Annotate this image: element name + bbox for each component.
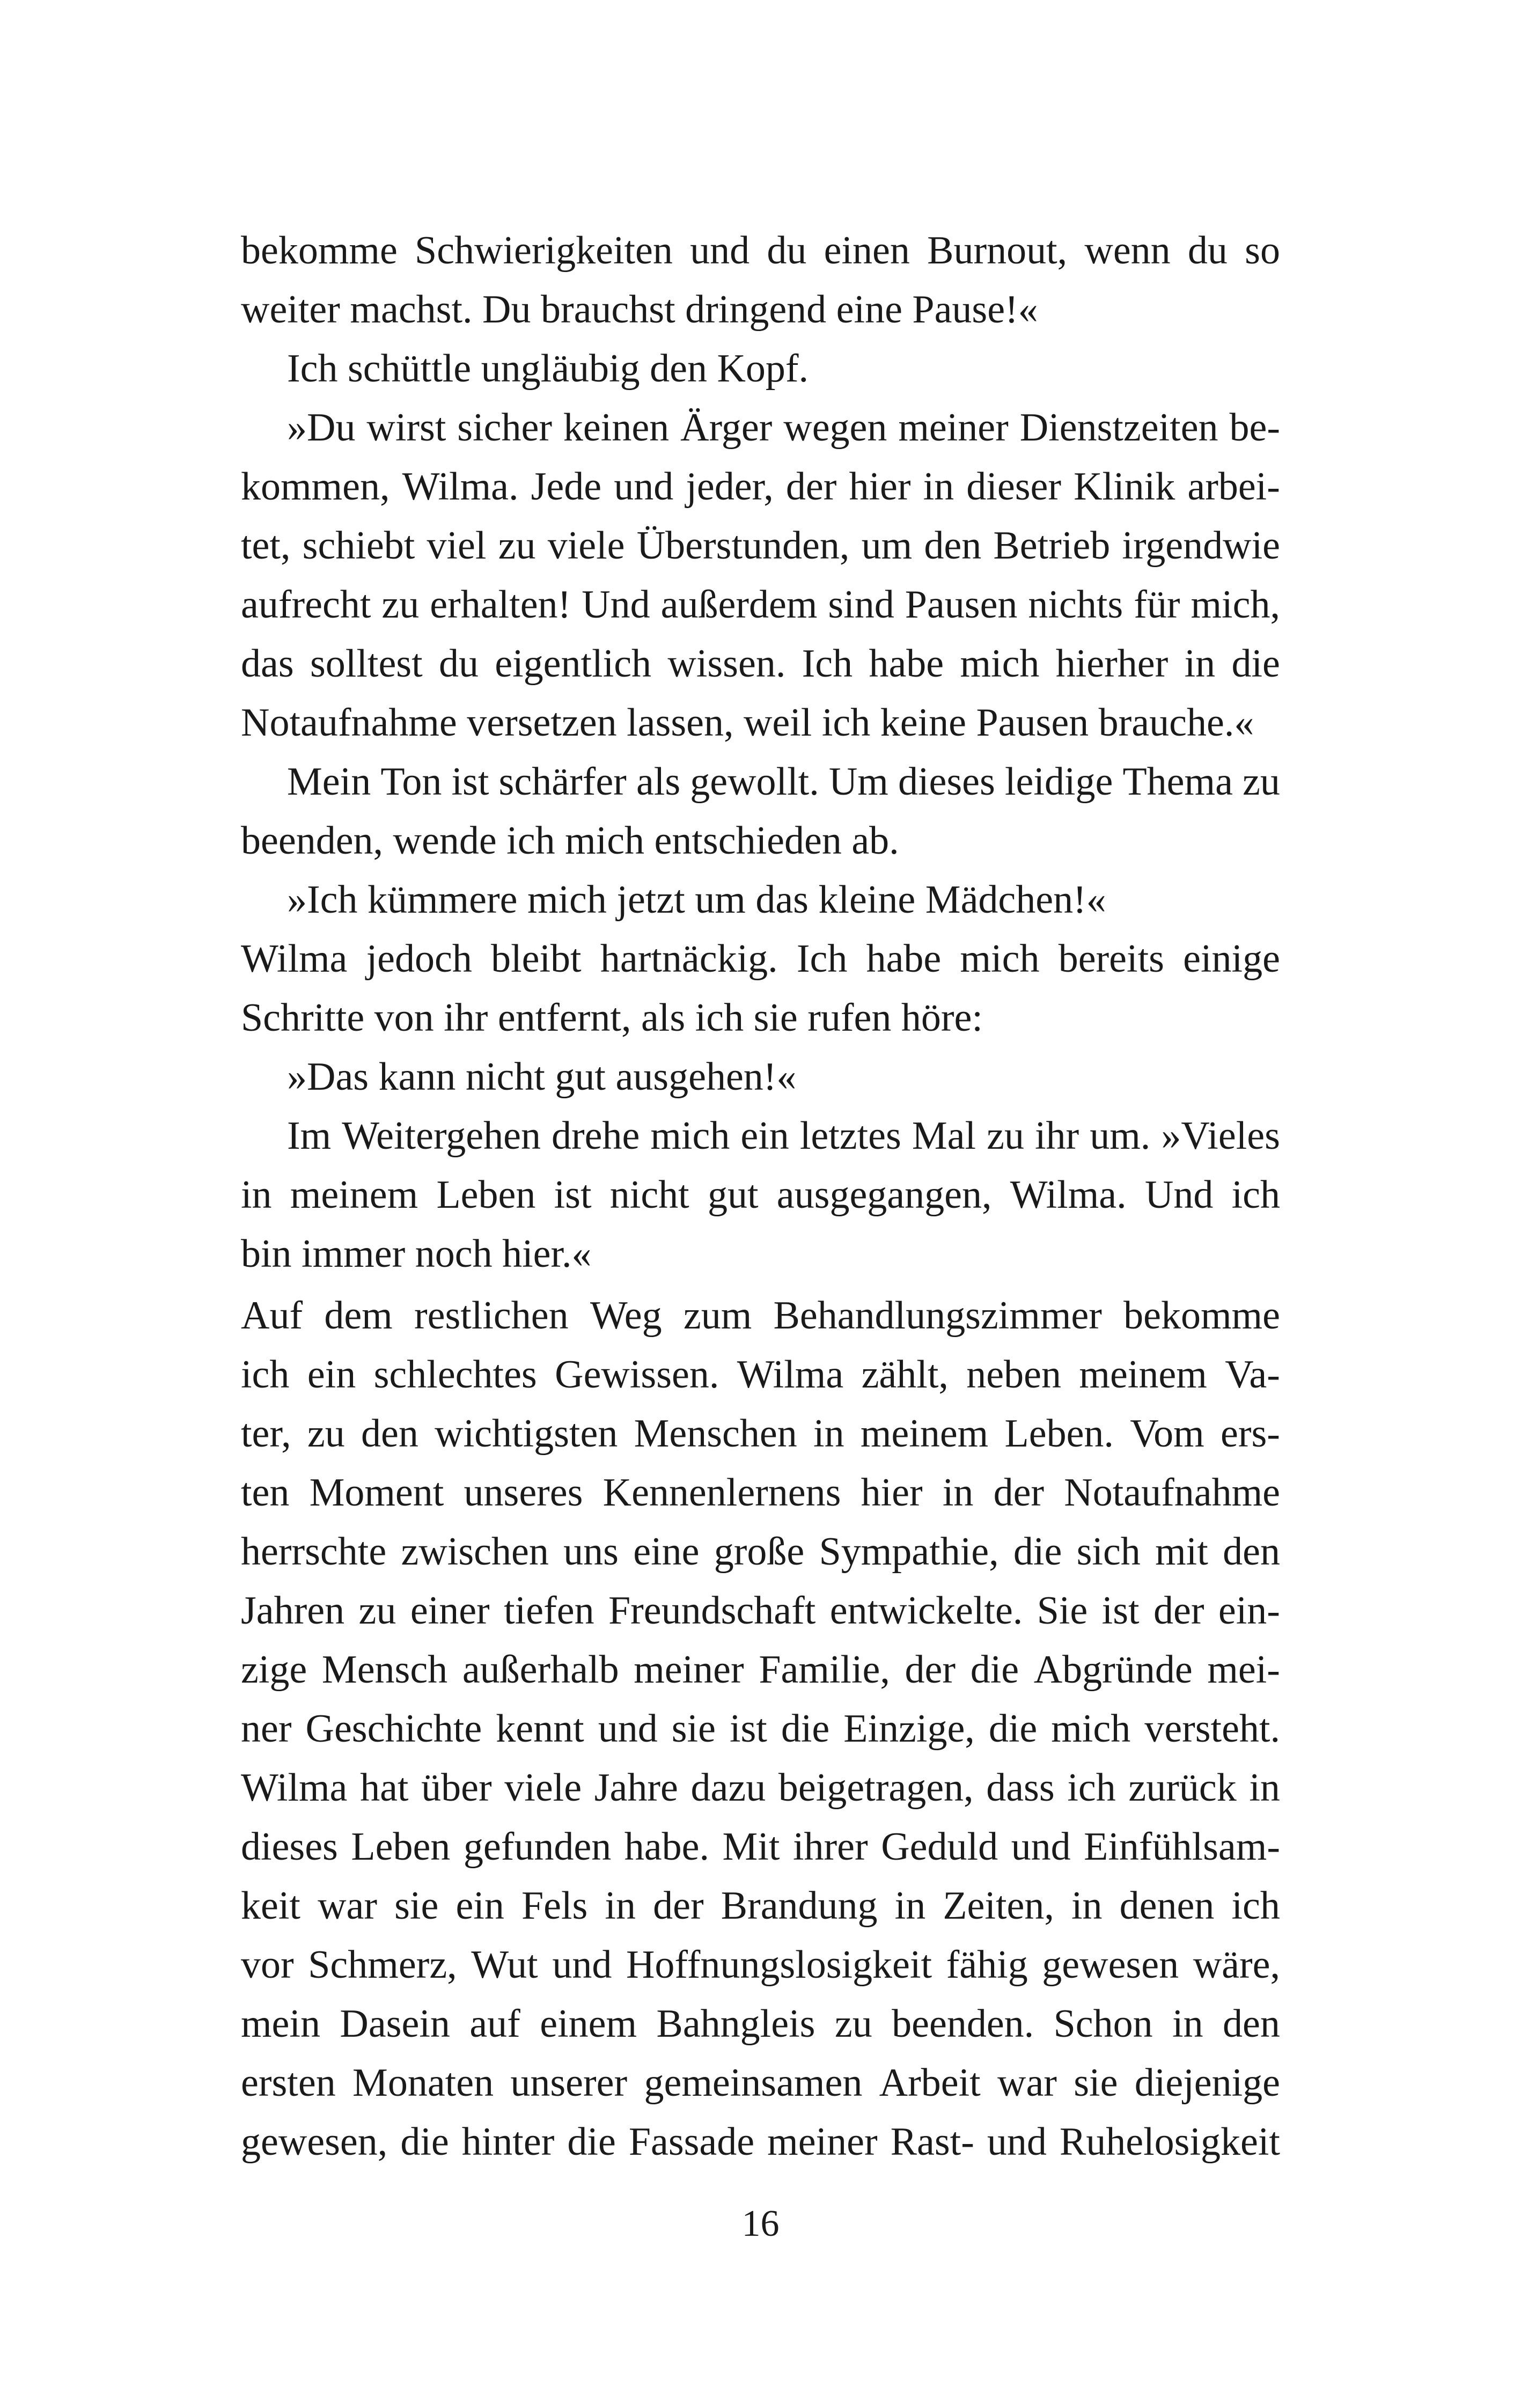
word: meinem [860, 1412, 989, 1456]
word: Jede [531, 465, 602, 509]
word: gemeinsamen [644, 2061, 863, 2105]
word: um [861, 524, 913, 568]
word: Mit [722, 1825, 780, 1869]
text-line: Notaufnahme versetzen lassen, weil ich keine Pausen brauche.« [241, 701, 1254, 745]
text-line [241, 634, 1280, 693]
word: über [421, 1766, 492, 1810]
word: Wilma [737, 1353, 844, 1397]
word: hinter [461, 2120, 555, 2164]
text-line [241, 1758, 1280, 1817]
word: denen [1119, 1884, 1215, 1928]
text-line [241, 752, 1280, 811]
word: Jahre [594, 1766, 678, 1810]
word: die [1013, 1530, 1062, 1574]
text-line [241, 516, 1280, 575]
word: beenden. [892, 2002, 1034, 2046]
word: gewesen [1042, 1943, 1179, 1987]
word: mich [650, 1114, 730, 1158]
word: einen [824, 229, 910, 273]
word: drehe [552, 1114, 640, 1158]
word: habe [866, 937, 942, 981]
word: wenn [1084, 229, 1171, 273]
word: ich [1231, 1884, 1280, 1928]
text-line: »Das kann nicht gut ausgehen!« [287, 1055, 797, 1099]
word: Betrieb [993, 524, 1111, 568]
word: keit [241, 1884, 300, 1928]
word: ich [1067, 1766, 1116, 1810]
word: Sie [1037, 1589, 1088, 1633]
word: hartnäckig. [600, 937, 778, 981]
word: wäre, [1193, 1943, 1280, 1987]
word: schiebt [302, 524, 415, 568]
word: herrschte [241, 1530, 387, 1574]
word: Weitergehen [342, 1114, 541, 1158]
word: als [636, 760, 681, 804]
word: Ton [380, 760, 442, 804]
word: ter, [241, 1412, 291, 1456]
word: sich [1076, 1530, 1141, 1574]
word: sind [828, 583, 894, 627]
word: zu [381, 583, 420, 627]
word: die [400, 2120, 449, 2164]
word: mich [960, 937, 1040, 981]
word: große [714, 1530, 805, 1574]
word: Zeiten, [943, 1884, 1054, 1928]
word: und [614, 465, 674, 509]
word: einem [540, 2002, 637, 2046]
word: Abgründe [1033, 1648, 1193, 1692]
word: sie [671, 1707, 716, 1751]
word: mit [1155, 1530, 1208, 1574]
word: das [241, 642, 294, 686]
word: viel [427, 524, 487, 568]
word: mei- [1207, 1648, 1280, 1692]
word: Um [828, 760, 888, 804]
word: bereits [1058, 937, 1164, 981]
word: der [1153, 1589, 1204, 1633]
text-line [241, 1463, 1280, 1522]
word: uns [563, 1530, 619, 1574]
word: hier [861, 1471, 923, 1515]
word: du [767, 229, 807, 273]
word: meinem [290, 1173, 418, 1217]
word: Auf [241, 1294, 303, 1338]
word: Schwierigkeiten [415, 229, 673, 273]
word: sie [394, 1884, 439, 1928]
word: Ärger [680, 406, 773, 450]
word: einer [410, 1589, 490, 1633]
word: Und [582, 583, 650, 627]
word: irgendwie [1122, 524, 1280, 568]
text-line [241, 1876, 1280, 1935]
word: war [997, 2061, 1057, 2105]
word: tet, [241, 524, 291, 568]
word: ihrer [792, 1825, 868, 1869]
word: in [1249, 1766, 1280, 1810]
word: die [970, 1648, 1019, 1692]
text-line [241, 1106, 1280, 1165]
word: in [942, 1471, 974, 1515]
word: ist [1101, 1589, 1140, 1633]
word: zwischen [401, 1530, 549, 1574]
text-line [241, 457, 1280, 516]
word: Fassade [628, 2120, 755, 2164]
text-line [241, 1640, 1280, 1699]
word: Rast- [890, 2120, 974, 2164]
word: meiner [767, 2120, 878, 2164]
word: viele [547, 524, 625, 568]
text-line: weiter machst. Du brauchst dringend eine Pause!« [241, 288, 1038, 332]
word: so [1245, 229, 1280, 273]
word: dieses [898, 760, 995, 804]
word: Klinik [1074, 465, 1175, 509]
word: mich [1051, 1707, 1131, 1751]
word: wegen [783, 406, 887, 450]
word: Menschen [634, 1412, 797, 1456]
word: Geschichte [305, 1707, 482, 1751]
text-line [241, 2112, 1280, 2171]
word: außerdem [660, 583, 818, 627]
word: zu [498, 524, 536, 568]
text-line [241, 1522, 1280, 1581]
word: Wilma [241, 937, 348, 981]
word: Brandung [721, 1884, 878, 1928]
text-line [241, 1404, 1280, 1463]
word: Arbeit [879, 2061, 981, 2105]
word: ersten [241, 2061, 336, 2105]
text-line: beenden, wende ich mich entschieden ab. [241, 819, 899, 863]
word: unserer [510, 2061, 628, 2105]
word: viele [504, 1766, 582, 1810]
text-line [241, 1935, 1280, 1994]
word: schlechtes [373, 1353, 537, 1397]
word: jedoch [366, 937, 472, 981]
word: beigetragen, [778, 1766, 974, 1810]
word: wissen. [667, 642, 786, 686]
word: Familie, [759, 1648, 890, 1692]
word: Dasein [340, 2002, 450, 2046]
word: aufrecht [241, 583, 371, 627]
word: Ich [802, 642, 853, 686]
word: eine [633, 1530, 700, 1574]
word: den [1223, 1530, 1280, 1574]
word: ers- [1220, 1412, 1280, 1456]
word: die [1231, 642, 1280, 686]
word: der [993, 1471, 1045, 1515]
word: Weg [590, 1294, 662, 1338]
word: eigentlich [495, 642, 652, 686]
word: war [318, 1884, 378, 1928]
word: ist [554, 1173, 592, 1217]
word: Wilma [241, 1766, 348, 1810]
word: zählt, [861, 1353, 949, 1397]
word: kennt [496, 1707, 584, 1751]
word: ein [307, 1353, 356, 1397]
word: »Du [287, 406, 356, 450]
word: Schmerz, [308, 1943, 457, 1987]
word: und [690, 229, 750, 273]
word: auf [469, 2002, 520, 2046]
word: und [987, 2120, 1047, 2164]
word: leidige [1004, 760, 1113, 804]
word: wirst [366, 406, 446, 450]
word: hat [360, 1766, 409, 1810]
word: habe [869, 642, 944, 686]
word: nicht [609, 1173, 689, 1217]
word: ich [1231, 1173, 1280, 1217]
word: be- [1229, 406, 1280, 450]
word: keinen [563, 406, 670, 450]
word: meiner [634, 1648, 744, 1692]
word: Kennenlernens [602, 1471, 841, 1515]
word: ein [740, 1114, 789, 1158]
word: und [598, 1707, 658, 1751]
word: mich, [1191, 583, 1280, 627]
word: Pausen [905, 583, 1018, 627]
word: zu [307, 1412, 345, 1456]
word: zum [683, 1294, 752, 1338]
word: und [552, 1943, 612, 1987]
text-line [241, 1817, 1280, 1876]
word: Mensch [321, 1648, 448, 1692]
word: zu [834, 2002, 872, 2046]
word: Moment [309, 1471, 444, 1515]
word: ner [241, 1707, 292, 1751]
word: den [361, 1412, 418, 1456]
word: schärfer [498, 760, 627, 804]
word: Burnout, [927, 229, 1068, 273]
word: Wilma. [1010, 1173, 1127, 1217]
text-line [241, 1345, 1280, 1404]
word: versteht. [1144, 1707, 1280, 1751]
word: in [894, 1884, 926, 1928]
text-line [241, 1165, 1280, 1224]
text-line [241, 1581, 1280, 1640]
word: bekomme [241, 229, 398, 273]
word: den [924, 524, 982, 568]
word: wichtigsten [435, 1412, 618, 1456]
word: jeder, [686, 465, 774, 509]
text-section-2 [241, 1286, 1280, 2171]
word: unseres [464, 1471, 583, 1515]
word: die [988, 1707, 1038, 1751]
word: dazu [690, 1766, 766, 1810]
word: die [781, 1707, 830, 1751]
word: hier [849, 465, 911, 509]
word: für [1134, 583, 1180, 627]
word: dieses [241, 1825, 338, 1869]
text-line [241, 929, 1280, 988]
word: bleibt [491, 937, 582, 981]
word: zige [241, 1648, 307, 1692]
text-line: »Ich kümmere mich jetzt um das kleine Mädchen!« [287, 878, 1106, 922]
word: zu [358, 1589, 396, 1633]
word: zu [1243, 760, 1280, 804]
word: der [905, 1648, 956, 1692]
word: habe. [624, 1825, 709, 1869]
word: Mal [912, 1114, 976, 1158]
word: Jahren [241, 1589, 345, 1633]
word: erhalten! [430, 583, 571, 627]
text-line [241, 398, 1280, 457]
word: in [241, 1173, 272, 1217]
word: Überstunden, [636, 524, 850, 568]
word: kommen, [241, 465, 390, 509]
word: Hoffnungslosigkeit [626, 1943, 932, 1987]
page-number: 16 [741, 2203, 780, 2244]
word: Notaufnahme [1064, 1471, 1280, 1515]
word: »Vieles [1161, 1114, 1280, 1158]
text-line: bin immer noch hier.« [241, 1232, 592, 1276]
word: hierher [1055, 642, 1169, 686]
word: Ich [796, 937, 848, 981]
word: in [1172, 2002, 1203, 2046]
word: gewesen, [241, 2120, 388, 2164]
word: in [605, 1884, 636, 1928]
word: Mein [287, 760, 371, 804]
word: vor [241, 1943, 294, 1987]
word: um. [1090, 1114, 1151, 1158]
word: in [923, 465, 954, 509]
word: Vom [1130, 1412, 1204, 1456]
word: sicher [457, 406, 552, 450]
word: Geduld [881, 1825, 998, 1869]
text-line: Ich schüttle ungläubig den Kopf. [287, 347, 809, 391]
word: entwickelte. [829, 1589, 1023, 1633]
word: dass [986, 1766, 1055, 1810]
word: nichts [1028, 583, 1123, 627]
text-line [241, 2053, 1280, 2112]
word: ten [241, 1471, 290, 1515]
word: Und [1144, 1173, 1214, 1217]
text-section-1 [241, 221, 1280, 1283]
word: fähig [946, 1943, 1028, 1987]
word: ist [451, 760, 489, 804]
word: neben [966, 1353, 1061, 1397]
word: Ruhelosigkeit [1059, 2120, 1280, 2164]
word: Va- [1225, 1353, 1280, 1397]
word: Im [287, 1114, 332, 1158]
word: die [567, 2120, 616, 2164]
word: in [813, 1412, 844, 1456]
word: außerhalb [462, 1648, 619, 1692]
text-line [241, 1699, 1280, 1758]
text-line [241, 1994, 1280, 2053]
word: restlichen [414, 1294, 569, 1338]
word: einige [1183, 937, 1280, 981]
word: Dienstzeiten [1019, 406, 1218, 450]
word: ein- [1218, 1589, 1280, 1633]
word: in [1071, 1884, 1103, 1928]
word: Sympathie, [819, 1530, 999, 1574]
word: Fels [521, 1884, 588, 1928]
word: gefunden [463, 1825, 612, 1869]
word: dieser [966, 465, 1061, 509]
word: gut [707, 1173, 759, 1217]
word: Freundschaft [608, 1589, 816, 1633]
word: ist [729, 1707, 767, 1751]
word: Leben [436, 1173, 536, 1217]
word: zurück [1128, 1766, 1237, 1810]
text-line: Schritte von ihr entfernt, als ich sie rufen höre: [241, 996, 983, 1040]
word: bekomme [1123, 1294, 1280, 1338]
word: Wut [471, 1943, 538, 1987]
word: du [1187, 229, 1228, 273]
word: arbei- [1187, 465, 1280, 509]
text-line [241, 575, 1280, 634]
word: sie [1074, 2061, 1118, 2105]
word: solltest [310, 642, 423, 686]
word: letztes [799, 1114, 901, 1158]
word: Leben. [1004, 1412, 1114, 1456]
word: Einzige, [843, 1707, 975, 1751]
word: du [438, 642, 479, 686]
word: in [1184, 642, 1216, 686]
word: Behandlungszimmer [773, 1294, 1102, 1338]
word: ausgegangen, [776, 1173, 992, 1217]
word: meinem [1079, 1353, 1207, 1397]
word: zu [987, 1114, 1024, 1158]
word: Gewissen. [555, 1353, 719, 1397]
word: meiner [898, 406, 1009, 450]
text-line [241, 1286, 1280, 1345]
word: ihr [1034, 1114, 1079, 1158]
word: der [653, 1884, 704, 1928]
word: Monaten [352, 2061, 494, 2105]
word: dem [324, 1294, 393, 1338]
word: Wilma. [402, 465, 519, 509]
word: den [1223, 2002, 1280, 2046]
word: mein [241, 2002, 320, 2046]
word: und [1011, 1825, 1071, 1869]
text-line [241, 221, 1280, 280]
word: der [785, 465, 837, 509]
word: ich [241, 1353, 290, 1397]
word: gewollt. [690, 760, 819, 804]
word: ein [455, 1884, 504, 1928]
word: Einfühlsam- [1084, 1825, 1280, 1869]
word: diejenige [1134, 2061, 1280, 2105]
word: Thema [1122, 760, 1233, 804]
word: Leben [351, 1825, 451, 1869]
word: Schon [1053, 2002, 1153, 2046]
word: Bahngleis [656, 2002, 815, 2046]
word: mich [960, 642, 1040, 686]
word: tiefen [504, 1589, 594, 1633]
